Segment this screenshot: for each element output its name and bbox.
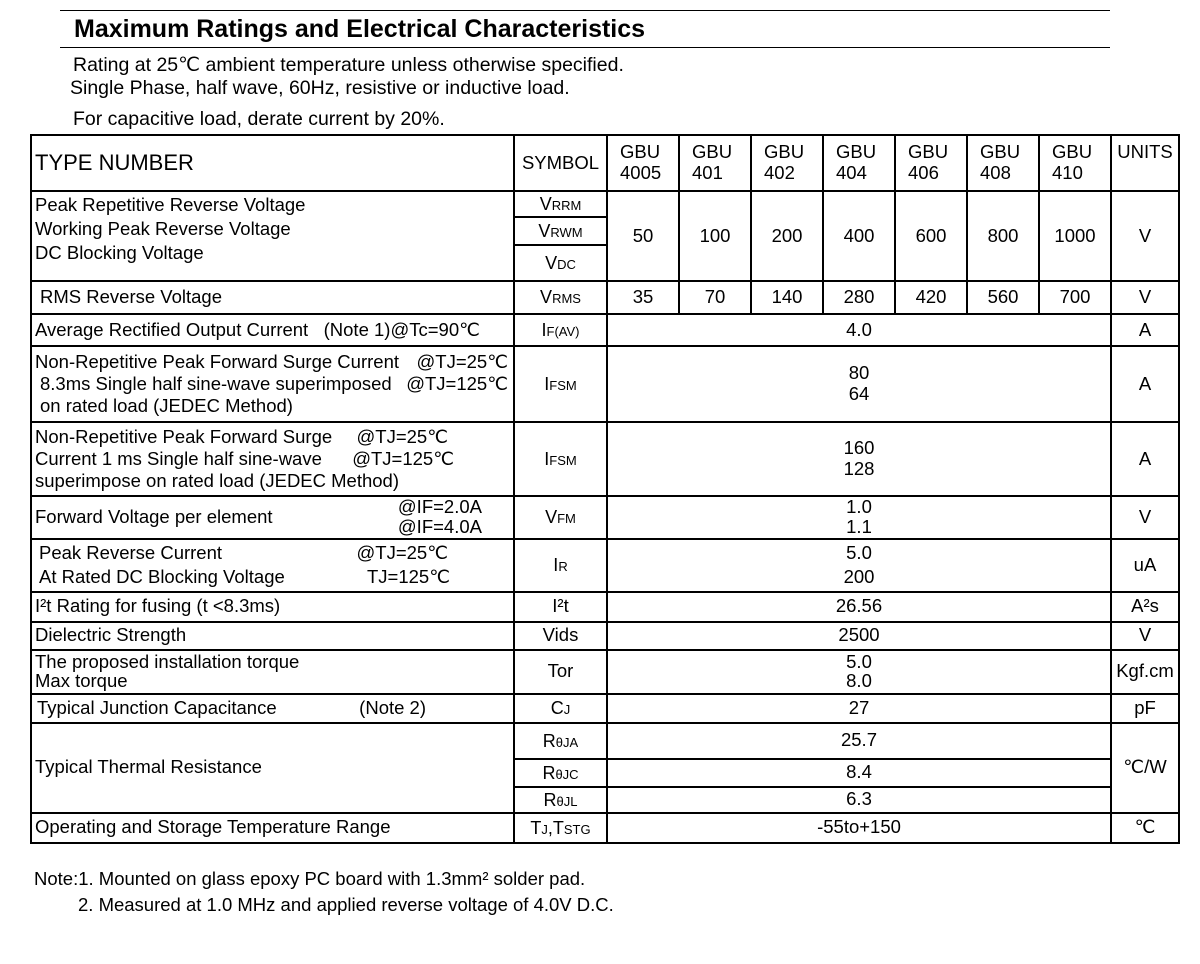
unit-cell: A [1111,346,1179,422]
table-row [31,694,1179,723]
symbol-ir: IR [514,539,607,592]
value-cell: 4.0 [607,314,1111,346]
table-row [31,422,1179,496]
intro-line-1: Rating at 25℃ ambient temperature unless otherwise specified. [73,54,624,76]
value-cell: 100 [679,191,751,281]
vf-description: Forward Voltage per element @IF=2.0A @IF=4.0A [31,496,514,539]
unit-cell: A [1111,314,1179,346]
unit-cell: A²s [1111,592,1179,622]
table-row [31,723,1179,759]
ir-description: Peak Reverse Current @TJ=25℃ At Rated DC Blocking Voltage TJ=125℃ [31,539,514,592]
symbol-cj: CJ [514,694,607,723]
symbol-rjl: RθJL [514,787,607,813]
note-1: Note:1. Mounted on glass epoxy PC board with 1.3mm² solder pad. [34,868,586,889]
dielectric-description: Dielectric Strength [31,622,514,650]
table-row [31,496,1179,539]
part-header: GBU 401 [679,135,751,191]
ratings-table [30,134,1180,844]
intro-line-3: For capacitive load, derate current by 20%. [73,108,445,130]
symbol-rjc: RθJC [514,759,607,787]
i2t-description: I²t Rating for fusing (t <8.3ms) [31,592,514,622]
part-header: GBU 404 [823,135,895,191]
part-header: GBU 406 [895,135,967,191]
intro-line-2: Single Phase, half wave, 60Hz, resistive or inductive load. [70,77,570,99]
table-row [31,281,1179,314]
symbol-ifav: IF(AV) [514,314,607,346]
torque-description: The proposed installation torque Max torque [31,650,514,694]
rms-description: RMS Reverse Voltage [31,281,514,314]
symbol-tor: Tor [514,650,607,694]
value-cell: 35 [607,281,679,314]
unit-cell: Kgf.cm [1111,650,1179,694]
page-title: Maximum Ratings and Electrical Characteristics [74,15,646,43]
symbol-ifsm: IFSM [514,346,607,422]
value-cell: 27 [607,694,1111,723]
notes [34,866,614,918]
value-cell: 600 [895,191,967,281]
unit-cell: A [1111,422,1179,496]
avg-current-description: Average Rectified Output Current (Note 1)@Tc=90℃ [31,314,514,346]
unit-cell: V [1111,622,1179,650]
symbol-vrwm: VRWM [514,217,607,245]
value-cell: 8.4 [607,759,1111,787]
value-cell: 1000 [1039,191,1111,281]
table-row [31,813,1179,843]
value-cell: 6.3 [607,787,1111,813]
value-cell: 280 [823,281,895,314]
surge-8ms-description: Non-Repetitive Peak Forward Surge Current @TJ=25℃ 8.3ms Single half sine-wave superimposed @TJ=125℃ on rated load (JEDEC Method) [31,346,514,422]
value-cell: 1.0 1.1 [607,496,1111,539]
unit-cell: V [1111,281,1179,314]
table-row [31,622,1179,650]
value-cell: 400 [823,191,895,281]
table-row [31,346,1179,422]
thermal-description: Typical Thermal Resistance [31,723,514,813]
unit-cell: pF [1111,694,1179,723]
value-cell: -55to+150 [607,813,1111,843]
table-row [31,650,1179,694]
value-cell: 2500 [607,622,1111,650]
symbol-header: SYMBOL [514,135,607,191]
unit-cell: uA [1111,539,1179,592]
table-row [31,314,1179,346]
type-number-header: TYPE NUMBER [31,135,514,191]
symbol-vrms: VRMS [514,281,607,314]
part-header: GBU 408 [967,135,1039,191]
value-cell: 80 64 [607,346,1111,422]
units-header: UNITS [1111,135,1179,191]
table-row [31,191,1179,217]
value-cell: 160 128 [607,422,1111,496]
unit-cell: ℃/W [1111,723,1179,813]
symbol-ifsm: IFSM [514,422,607,496]
unit-cell: ℃ [1111,813,1179,843]
symbol-i2t: I²t [514,592,607,622]
unit-cell: V [1111,496,1179,539]
symbol-vfm: VFM [514,496,607,539]
table-row [31,592,1179,622]
value-cell: 700 [1039,281,1111,314]
table-header-row [31,135,1179,191]
symbol-vdc: VDC [514,245,607,281]
value-cell: 50 [607,191,679,281]
symbol-rja: RθJA [514,723,607,759]
note-2: 2. Measured at 1.0 MHz and applied reverse voltage of 4.0V D.C. [78,893,614,915]
voltage-description: Peak Repetitive Reverse Voltage Working Peak Reverse Voltage DC Blocking Voltage [31,191,514,281]
part-header: GBU 402 [751,135,823,191]
value-cell: 25.7 [607,723,1111,759]
temp-description: Operating and Storage Temperature Range [31,813,514,843]
value-cell: 420 [895,281,967,314]
part-header: GBU 4005 [607,135,679,191]
value-cell: 140 [751,281,823,314]
value-cell: 560 [967,281,1039,314]
unit-cell: V [1111,191,1179,281]
value-cell: 26.56 [607,592,1111,622]
table-row [31,539,1179,592]
symbol-tj-tstg: TJ,TSTG [514,813,607,843]
symbol-vrrm: VRRM [514,191,607,217]
top-rule [60,10,1110,11]
value-cell: 800 [967,191,1039,281]
value-cell: 5.0 200 [607,539,1111,592]
value-cell: 70 [679,281,751,314]
value-cell: 200 [751,191,823,281]
title-rule [60,47,1110,48]
value-cell: 5.0 8.0 [607,650,1111,694]
part-header: GBU 410 [1039,135,1111,191]
symbol-vids: Vids [514,622,607,650]
cj-description: Typical Junction Capacitance (Note 2) [31,694,514,723]
surge-1ms-description: Non-Repetitive Peak Forward Surge @TJ=25℃ Current 1 ms Single half sine-wave @TJ=125℃ superimpose on rated load (JEDEC Method) [31,422,514,496]
